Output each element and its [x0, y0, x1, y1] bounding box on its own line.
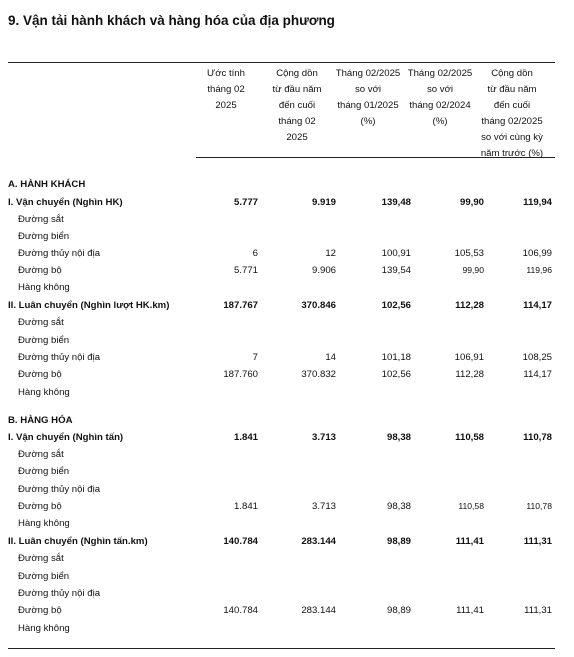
cell-value: 139,54 — [381, 265, 411, 276]
cell-value: 139,48 — [381, 197, 411, 208]
column-header-line: so với — [426, 84, 454, 95]
cell-value: 114,17 — [523, 300, 552, 311]
cell-value: 112,28 — [455, 369, 484, 380]
table-row — [8, 349, 555, 366]
row-label: Đường thủy nội địa — [18, 248, 101, 259]
group-row — [8, 533, 555, 550]
cell-value: 105,53 — [454, 248, 484, 259]
cell-value: 111,31 — [524, 605, 552, 616]
cell-value: 370.846 — [301, 300, 336, 311]
column-header-line: tháng 01/2025 — [337, 100, 399, 111]
cell-value: 101,18 — [381, 352, 411, 363]
cell-value: 111,41 — [456, 605, 484, 616]
cell-value: 140.784 — [223, 536, 258, 547]
cell-value: 110,78 — [526, 501, 552, 511]
row-label: Hàng không — [18, 623, 70, 634]
row-label: I. Vận chuyển (Nghìn tấn) — [8, 432, 124, 443]
cell-value: 6 — [252, 248, 258, 259]
cell-value: 114,17 — [523, 369, 552, 380]
cell-value: 1.841 — [233, 501, 258, 512]
cell-value: 102,56 — [381, 369, 411, 380]
column-header-line: Ước tính — [207, 68, 245, 79]
cell-value: 9.906 — [311, 265, 336, 276]
column-header-line: Tháng 02/2025 — [335, 68, 401, 79]
cell-value: 5.771 — [233, 265, 258, 276]
column-header-5 — [462, 66, 562, 162]
row-label: Đường bộ — [18, 369, 62, 380]
table-row — [8, 366, 555, 383]
column-header-line: so với — [354, 84, 382, 95]
column-header-line: Tháng 02/2025 — [407, 68, 473, 79]
table-row — [8, 515, 555, 532]
cell-value: 98,89 — [386, 605, 411, 616]
row-label: Đường thủy nội địa — [18, 352, 101, 363]
table-row — [8, 550, 555, 567]
cell-value: 99,90 — [459, 197, 484, 208]
cell-value: 1.841 — [233, 432, 258, 443]
group-row — [8, 297, 555, 314]
cell-value: 102,56 — [381, 300, 411, 311]
cell-value: 112,28 — [455, 300, 484, 311]
row-label: Đường thủy nội địa — [18, 588, 101, 599]
cell-value: 110,58 — [455, 432, 484, 443]
cell-value: 98,89 — [386, 536, 411, 547]
group-row — [8, 429, 555, 446]
table-row — [8, 602, 555, 619]
column-header-line: (%) — [360, 116, 376, 127]
table-row — [8, 463, 555, 480]
cell-value: 3.713 — [311, 501, 336, 512]
column-header-line: từ đầu năm — [272, 84, 322, 95]
row-label: Hàng không — [18, 518, 70, 529]
cell-value: 12 — [325, 248, 336, 259]
row-label: Đường biển — [18, 231, 70, 242]
cell-value: 283.144 — [301, 536, 336, 547]
table-row — [8, 245, 555, 262]
row-label: Hàng không — [18, 282, 70, 293]
page-title: 9. Vận tải hành khách và hàng hóa của địa phương — [8, 13, 335, 28]
row-label: A. HÀNH KHÁCH — [8, 179, 86, 190]
column-header-line: tháng 02/2025 — [481, 116, 543, 127]
cell-value: 187.767 — [223, 300, 258, 311]
column-header-line: 2025 — [215, 100, 237, 111]
cell-value: 100,91 — [381, 248, 411, 259]
column-header-line: tháng 02/2024 — [409, 100, 471, 111]
cell-value: 283.144 — [301, 605, 336, 616]
column-header-line: Cộng dồn — [491, 68, 533, 79]
cell-value: 119,94 — [523, 197, 552, 208]
cell-value: 108,25 — [522, 352, 552, 363]
row-label: Đường bộ — [18, 605, 62, 616]
column-header-line: Cộng dồn — [276, 68, 318, 79]
cell-value: 106,91 — [454, 352, 484, 363]
column-header-line: 2025 — [286, 132, 308, 143]
table-row — [8, 228, 555, 245]
column-header-line: (%) — [432, 116, 448, 127]
cell-value: 14 — [325, 352, 336, 363]
table-row — [8, 481, 555, 498]
cell-value: 187.760 — [223, 369, 258, 380]
table-row — [8, 585, 555, 602]
table-row — [8, 620, 555, 637]
section-row — [8, 412, 555, 429]
table-row — [8, 498, 555, 515]
table-row — [8, 262, 555, 279]
cell-value: 98,38 — [386, 501, 411, 512]
table-row — [8, 384, 555, 401]
cell-value: 98,38 — [386, 432, 411, 443]
row-label: II. Luân chuyển (Nghìn lượt HK.km) — [8, 300, 170, 311]
column-header-line: đến cuối — [493, 100, 531, 111]
table-row — [8, 446, 555, 463]
table-row — [8, 211, 555, 228]
cell-value: 5.777 — [233, 197, 258, 208]
column-header-line: năm trước (%) — [480, 148, 544, 159]
row-label: Đường biển — [18, 466, 70, 477]
table-row — [8, 279, 555, 296]
table-bottom-rule — [8, 648, 555, 649]
section-row — [8, 176, 555, 193]
column-header-line: từ đầu năm — [487, 84, 537, 95]
cell-value: 99,90 — [462, 265, 484, 275]
row-label: B. HÀNG HÓA — [8, 415, 73, 426]
row-label: Hàng không — [18, 387, 70, 398]
column-header-line: so với cùng kỳ — [481, 132, 543, 143]
column-header-line: tháng 02 — [207, 84, 245, 95]
cell-value: 110,78 — [523, 432, 552, 443]
cell-value: 106,99 — [522, 248, 552, 259]
row-label: Đường bộ — [18, 265, 62, 276]
table-row — [8, 314, 555, 331]
table-top-rule — [8, 62, 555, 63]
table-row — [8, 568, 555, 585]
row-label: I. Vận chuyển (Nghìn HK) — [8, 197, 123, 208]
cell-value: 110,58 — [458, 501, 484, 511]
cell-value: 3.713 — [311, 432, 336, 443]
group-row — [8, 194, 555, 211]
column-header-line: đến cuối — [278, 100, 316, 111]
row-label: Đường sắt — [18, 214, 64, 225]
row-label: II. Luân chuyển (Nghìn tấn.km) — [8, 536, 148, 547]
row-label: Đường thủy nội địa — [18, 484, 101, 495]
row-label: Đường sắt — [18, 449, 64, 460]
row-label: Đường bộ — [18, 501, 62, 512]
row-label: Đường sắt — [18, 553, 64, 564]
row-label: Đường biển — [18, 335, 70, 346]
table-row — [8, 332, 555, 349]
cell-value: 111,41 — [455, 536, 484, 547]
cell-value: 140.784 — [223, 605, 258, 616]
cell-value: 9.919 — [311, 197, 336, 208]
row-label: Đường sắt — [18, 317, 64, 328]
row-label: Đường biển — [18, 571, 70, 582]
cell-value: 111,31 — [523, 536, 552, 547]
cell-value: 7 — [252, 352, 258, 363]
cell-value: 370.832 — [301, 369, 336, 380]
cell-value: 119,96 — [526, 265, 552, 275]
column-header-line: tháng 02 — [278, 116, 316, 127]
